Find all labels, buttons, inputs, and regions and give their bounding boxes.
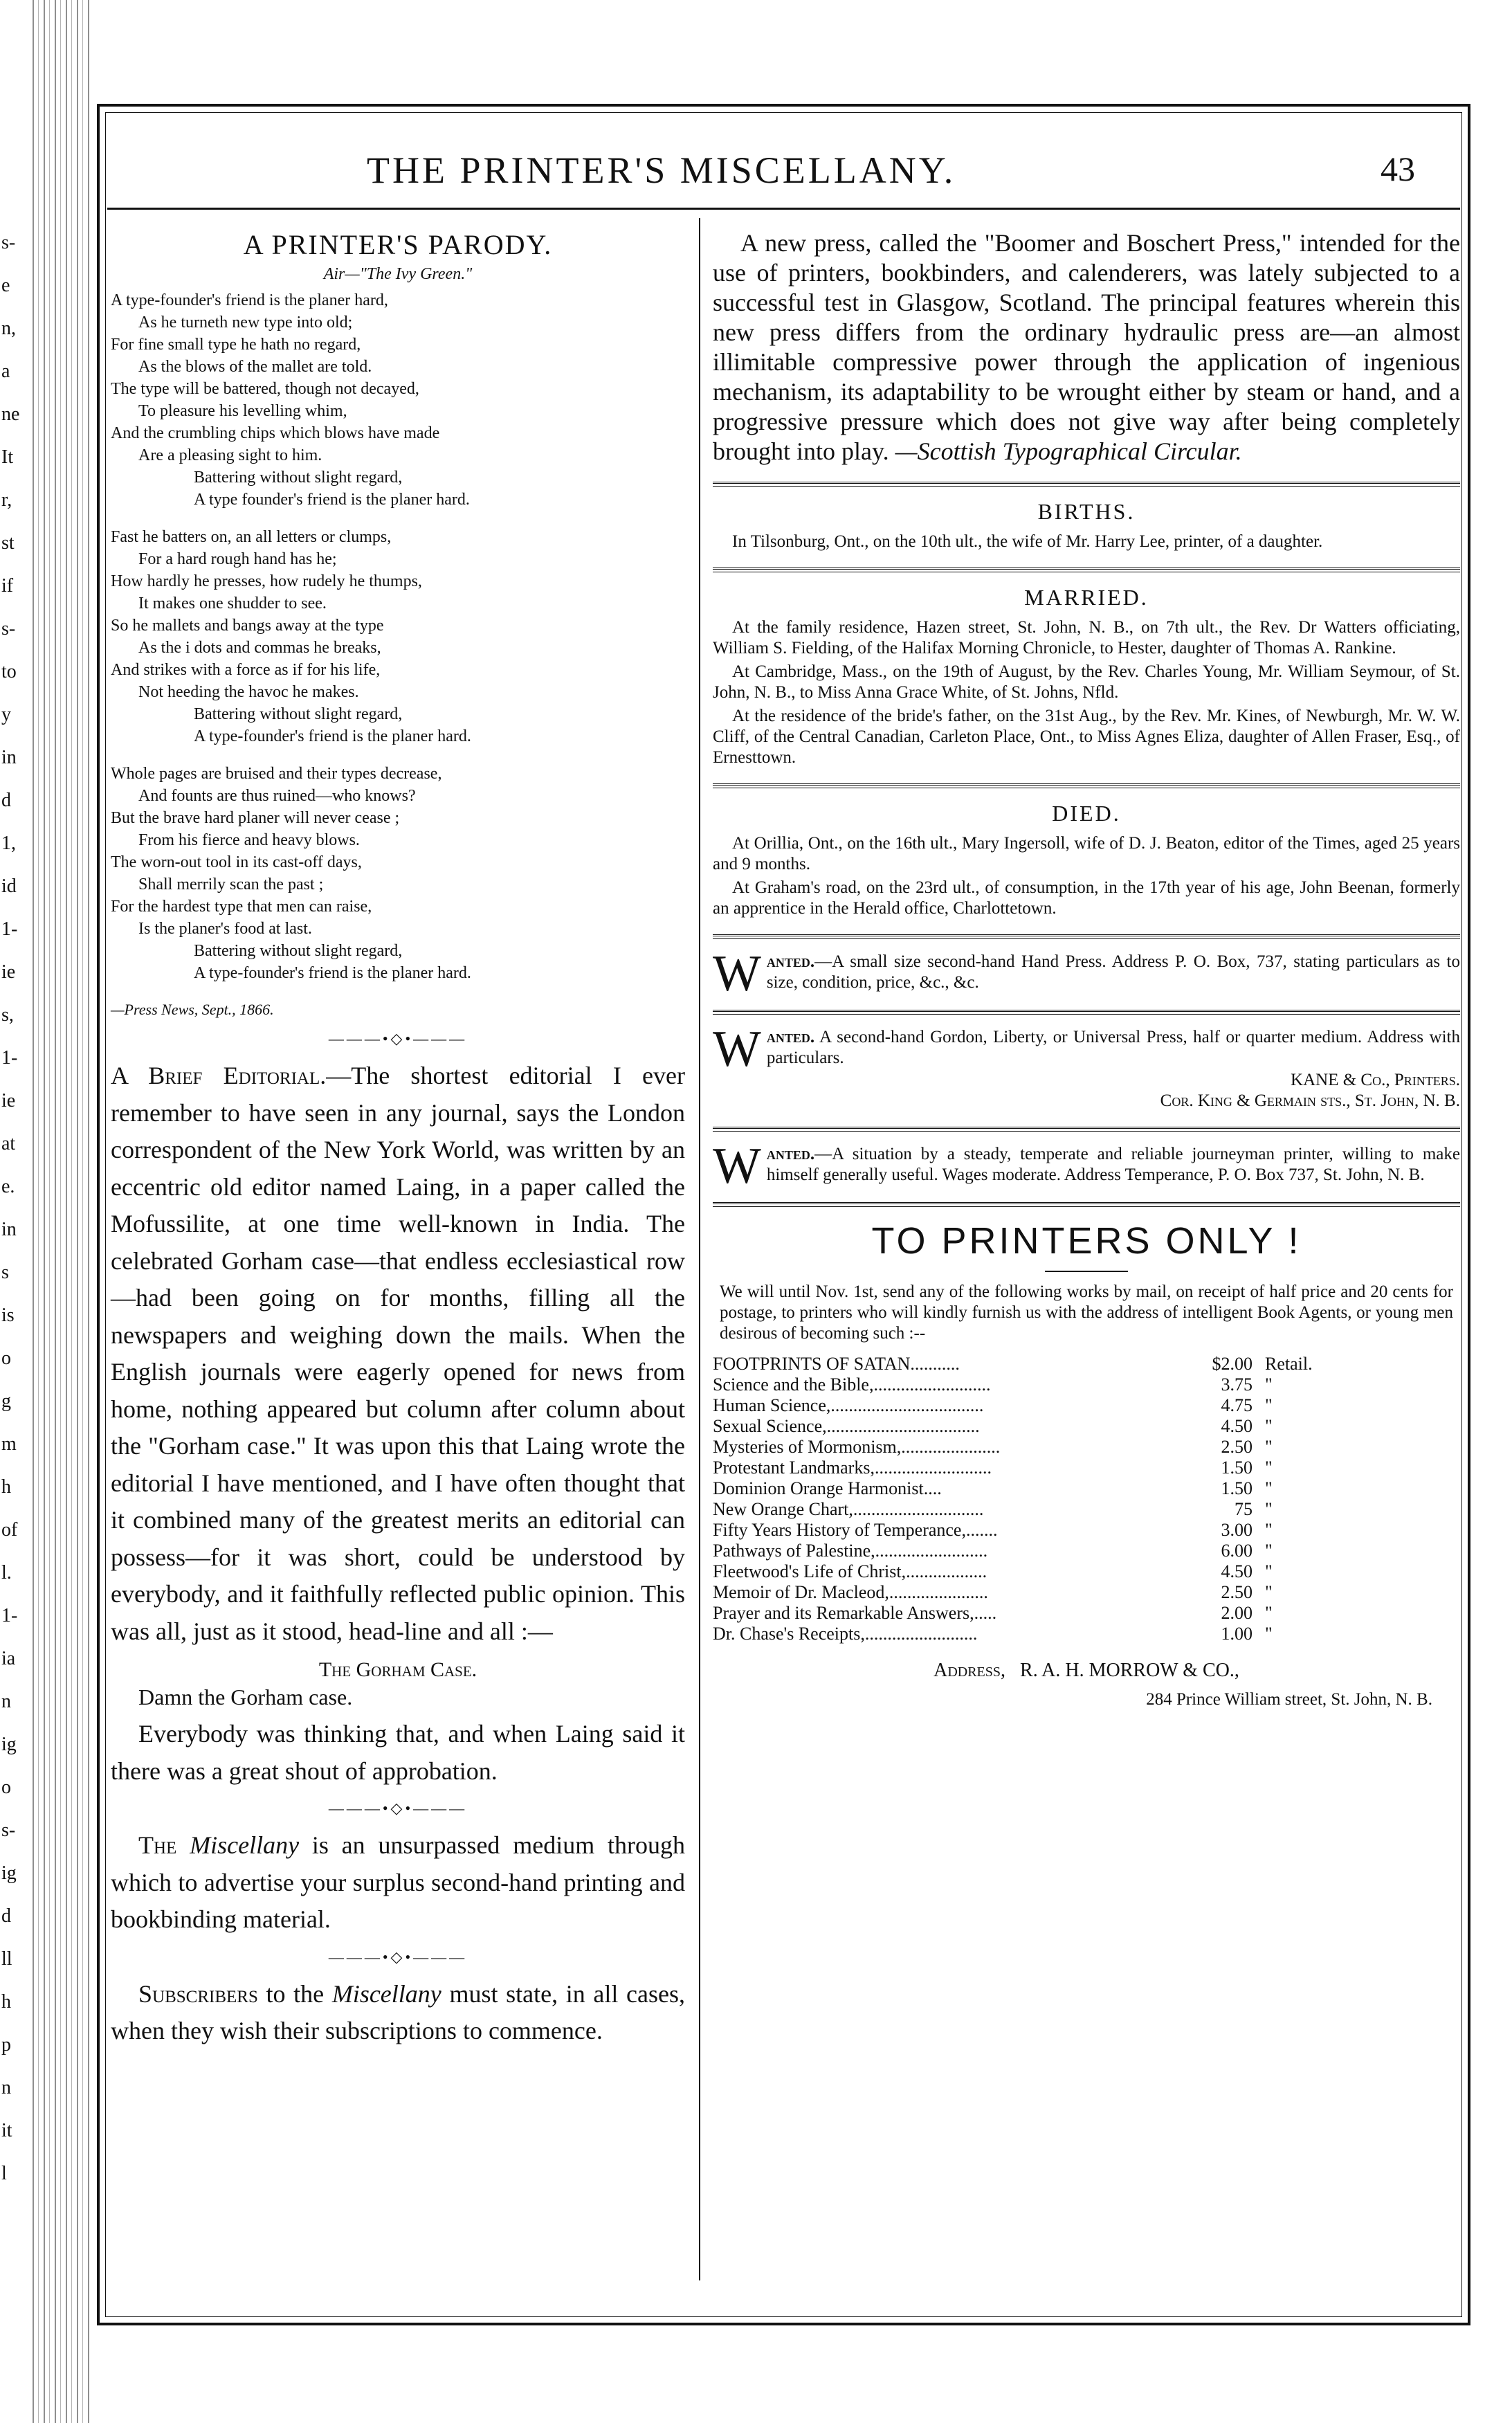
gutter-letter: ig: [1, 1734, 17, 1755]
gutter-letter: s-: [1, 1819, 16, 1841]
poem-line: Are a pleasing sight to him.: [138, 446, 322, 464]
book-title: FOOTPRINTS OF SATAN...........: [713, 1354, 960, 1374]
poem-line: A type-founder's friend is the planer hard,: [111, 291, 388, 309]
book-row: [713, 1437, 1460, 1458]
gutter-letter: n,: [1, 318, 16, 339]
poem-line: As the i dots and commas he breaks,: [138, 639, 381, 657]
book-price: 1.00: [1221, 1624, 1253, 1644]
married-title: MARRIED.: [1024, 585, 1149, 610]
ad-keyword: anted.: [766, 1028, 815, 1046]
book-title: Dominion Orange Harmonist....: [713, 1478, 942, 1498]
poem-signoff: —Press News, Sept., 1866.: [111, 1001, 274, 1018]
section-rule: [713, 1202, 1460, 1207]
gutter-letter: at: [1, 1133, 16, 1154]
poem-title: A PRINTER'S PARODY.: [243, 229, 553, 260]
poem-line: To pleasure his levelling whim,: [138, 402, 347, 420]
gutter-letter: d: [1, 790, 11, 811]
poem-line: For fine small type he hath no regard,: [111, 336, 361, 354]
poem-line: It makes one shudder to see.: [138, 595, 327, 612]
gutter-letter: ie: [1, 961, 16, 983]
section-rule: [713, 1127, 1460, 1132]
poem-line: As he turneth new type into old;: [138, 314, 353, 332]
address-name: R. A. H. MORROW & CO.,: [1020, 1660, 1239, 1681]
address-lead: Address,: [933, 1660, 1006, 1681]
book-title: Dr. Chase's Receipts,.........................: [713, 1624, 978, 1644]
book-row: [713, 1603, 1460, 1624]
gutter-letter: ia: [1, 1648, 16, 1669]
gutter-letter: to: [1, 661, 17, 682]
gutter-letter: l.: [1, 1562, 12, 1583]
book-note: ": [1265, 1395, 1273, 1415]
to-printers-intro: We will until Nov. 1st, send any of the following works by mail, on receipt of half price and 20 cents for postage, to printers who will kindly furnish us with the address of intelligent Book Agents, or young men desirous of becoming such :--: [720, 1282, 1453, 1343]
book-note: ": [1265, 1541, 1273, 1561]
book-row: [713, 1624, 1460, 1644]
book-price: $2.00: [1212, 1354, 1253, 1374]
book-note: ": [1265, 1374, 1273, 1395]
book-title: Human Science,..................................: [713, 1395, 984, 1415]
births-title: BIRTHS.: [1037, 499, 1136, 524]
died-list: [713, 833, 1460, 919]
ad-body: —A situation by a steady, temperate and reliable journeyman printer, willing to make himself generally useful. Wages moderate. Address Temperance, P. O. Box 737, St. John, N. B.: [766, 1145, 1460, 1184]
gutter-letter: st: [1, 532, 15, 554]
drop-cap: W: [713, 1138, 761, 1195]
notice-rest: is an unsurpassed medium through which to advertise your surplus second-hand printing and bookbinding material.: [111, 1831, 685, 1933]
gutter-letter: 1-: [1, 1605, 18, 1626]
editorial-paragraph: [111, 1058, 685, 1650]
birth-entry: In Tilsonburg, Ont., on the 10th ult., the wife of Mr. Harry Lee, printer, of a daughter.: [732, 532, 1323, 551]
header-rule: [107, 208, 1460, 210]
poem-stanza: [111, 526, 685, 747]
binding-gutter: [0, 0, 104, 2423]
gutter-letter: s-: [1, 618, 16, 639]
ad-body: —A small size second-hand Hand Press. Address P. O. Box, 737, stating particulars as to size, condition, price, &c., &c.: [766, 952, 1460, 992]
poem-line: Fast he batters on, an all letters or clumps,: [111, 528, 392, 546]
book-title: Science and the Bible,..........................: [713, 1374, 991, 1395]
gutter-letter: m: [1, 1433, 17, 1455]
book-price: 6.00: [1221, 1541, 1253, 1561]
marriage-entry: At Cambridge, Mass., on the 19th of August, by the Rev. Charles Young, Mr. William Seymour, of St. John, N. B., to Miss Anna Grace White, of St. Johns, Nfld.: [713, 662, 1460, 702]
book-note: ": [1265, 1416, 1273, 1436]
notice-mid: to the: [257, 1979, 332, 2008]
death-entry: At Graham's road, on the 23rd ult., of consumption, in the 17th year of his age, John Beenan, formerly an apprentice in the Herald office, Charlottetown.: [713, 878, 1460, 918]
book-note: ": [1265, 1624, 1273, 1644]
book-title: Fleetwood's Life of Christ,..................: [713, 1561, 987, 1581]
wanted-ad: [713, 1138, 1460, 1195]
poem-line: Shall merrily scan the past ;: [138, 875, 324, 893]
ornament-divider: ———•◇•———: [328, 1030, 468, 1047]
poem-line: And the crumbling chips which blows have made: [111, 424, 440, 442]
poem-line: And founts are thus ruined—who knows?: [138, 787, 416, 805]
gutter-letter: of: [1, 1519, 18, 1541]
gutter-letter: p: [1, 2034, 11, 2056]
order-address: [713, 1660, 1460, 1682]
poem-line: The worn-out tool in its cast-off days,: [111, 853, 362, 871]
book-title: Fifty Years History of Temperance,.......: [713, 1520, 998, 1540]
book-title: Prayer and its Remarkable Answers,.....: [713, 1603, 997, 1623]
book-row: [713, 1354, 1460, 1374]
book-note: ": [1265, 1437, 1273, 1457]
gutter-letter: r,: [1, 489, 12, 511]
notice-lead: The: [138, 1831, 190, 1859]
press-article: [713, 228, 1460, 466]
wanted-ad: [713, 1021, 1460, 1111]
gutter-letter: o: [1, 1347, 11, 1369]
gutter-letter: g: [1, 1390, 11, 1412]
section-rule: [713, 934, 1460, 939]
poem-line: A type-founder's friend is the planer hard.: [194, 964, 471, 982]
notice-subscribers: [111, 1976, 685, 2050]
book-note: Retail.: [1265, 1354, 1313, 1374]
book-title: New Orange Chart,.............................: [713, 1499, 984, 1519]
gutter-letter: h: [1, 1476, 11, 1498]
book-price: 4.50: [1221, 1416, 1253, 1436]
notice-italic: Miscellany: [190, 1831, 300, 1859]
poem-line: A type-founder's friend is the planer hard.: [194, 727, 471, 745]
book-price-list: [713, 1354, 1460, 1644]
book-price: 4.75: [1221, 1395, 1253, 1415]
poem-line: For a hard rough hand has he;: [138, 550, 337, 568]
poem-body: [111, 289, 685, 984]
book-note: ": [1265, 1603, 1273, 1623]
right-column: [713, 228, 1460, 1709]
book-row: [713, 1478, 1460, 1499]
poem-line: And strikes with a force as if for his life,: [111, 661, 381, 679]
book-row: [713, 1374, 1460, 1395]
gutter-letter: s,: [1, 1004, 14, 1026]
gutter-letter: n: [1, 1691, 11, 1712]
book-title: Memoir of Dr. Macleod,......................: [713, 1582, 988, 1602]
poem-line: The type will be battered, though not decayed,: [111, 380, 419, 398]
died-title: DIED.: [1052, 801, 1121, 826]
book-row: [713, 1541, 1460, 1561]
running-title: THE PRINTER'S MISCELLANY.: [367, 149, 956, 191]
book-row: [713, 1520, 1460, 1541]
press-article-source: —Scottish Typographical Circular.: [895, 437, 1242, 465]
page-header: [97, 142, 1470, 204]
book-row: [713, 1561, 1460, 1582]
notice-miscellany: [111, 1827, 685, 1939]
gutter-letter: ll: [1, 1948, 12, 1970]
poem-line: Whole pages are bruised and their types decrease,: [111, 765, 442, 783]
gutter-letter: it: [1, 2120, 12, 2141]
ad-keyword: anted.: [766, 952, 815, 971]
ad-signature: KANE & Co., Printers.: [1291, 1071, 1460, 1089]
poem-line: As the blows of the mallet are told.: [138, 358, 372, 376]
gutter-letter: ie: [1, 1090, 16, 1111]
press-article-body: A new press, called the "Boomer and Boschert Press," intended for the use of printers, bookbinders, and calenderers, was lately subjected to a successful test in Glasgow, Scotland. The principal features wherein this new press differs from the ordinary hydraulic press are—an almost illimitable compressive power through the application of ingenious mechanism, its adaptability to be wrought either by steam or hand, and a progressive pressure which does not give way after being completely brought into play.: [713, 229, 1460, 465]
book-row: [713, 1416, 1460, 1437]
poem-line: From his fierce and heavy blows.: [138, 831, 360, 849]
gutter-letter: s-: [1, 232, 16, 253]
editorial-body: —The shortest editorial I ever remember to have seen in any journal, says the London correspondent of the New York World, was written by an eccentric old editor named Laing, in a paper called the Mofussilite, at one time well-known in India. The celebrated Gorham case—that endless ecclesiastical row—had been going on for months, filling all the newspapers and weighing down the mails. When the English journals were eagerly opened for news from home, nothing appeared but column after column about the "Gorham case." It was upon this that Laing wrote the editorial I have mentioned, and I have often thought that it combined many of the greatest merits an editorial can possess—for it was short, could be understood by everybody, and it faithfully reflected public opinion. This was all, just as it stood, head-line and all :—: [111, 1062, 685, 1645]
book-note: ": [1265, 1520, 1273, 1540]
section-rule: [713, 783, 1460, 788]
book-note: ": [1265, 1458, 1273, 1478]
gorham-line: Damn the Gorham case.: [138, 1685, 353, 1709]
poem-line: But the brave hard planer will never cease ;: [111, 809, 400, 827]
poem-line: So he mallets and bangs away at the type: [111, 617, 384, 635]
book-price: 75: [1235, 1499, 1253, 1519]
wanted-ads: [713, 945, 1460, 1195]
marriage-entry: At the family residence, Hazen street, St. John, N. B., on 7th ult., the Rev. Dr Watters officiating, William S. Fielding, of the Halifax Morning Chronicle, to Hester, daughter of Thomas A. Rankine.: [713, 618, 1460, 657]
book-row: [713, 1458, 1460, 1478]
ad-body: A second-hand Gordon, Liberty, or Universal Press, half or quarter medium. Address with particulars.: [766, 1028, 1460, 1067]
poem-line: How hardly he presses, how rudely he thumps,: [111, 572, 422, 590]
ad-keyword: anted.: [766, 1145, 815, 1163]
gorham-heading: The Gorham Case.: [318, 1658, 477, 1681]
book-price: 3.00: [1221, 1520, 1253, 1540]
gutter-letter: h: [1, 1991, 11, 2013]
poem-line: For the hardest type that men can raise,: [111, 898, 372, 916]
book-price: 2.50: [1221, 1437, 1253, 1457]
book-row: [713, 1395, 1460, 1416]
notice-lead: Subscribers: [138, 1979, 258, 2008]
gutter-letter: l: [1, 2163, 7, 2184]
gutter-letter: y: [1, 704, 11, 725]
book-note: ": [1265, 1499, 1273, 1519]
page-number: 43: [1381, 149, 1415, 188]
ad-signature: Cor. King & Germain sts., St. John, N. B.: [1160, 1091, 1460, 1110]
book-price: 3.75: [1221, 1374, 1253, 1395]
gutter-letter-fragments: [1, 221, 19, 2195]
left-column: [111, 228, 685, 2050]
book-row: [713, 1499, 1460, 1520]
book-note: ": [1265, 1582, 1273, 1602]
ornament-divider: ———•◇•———: [328, 1948, 468, 1966]
book-title: Mysteries of Mormonism,......................: [713, 1437, 1001, 1457]
notice-rest: must state, in all cases, when they wish their subscriptions to commence.: [111, 1979, 685, 2044]
notice-italic: Miscellany: [331, 1979, 441, 2008]
marriage-entry: At the residence of the bride's father, on the 31st Aug., by the Rev. Mr. Kines, of Newburgh, Mr. W. W. Cliff, of the Central Canadian, Carleton Place, Ont., to Miss Agnes Eliza, daughter of Allen Fraser, Esq., of Ernesttown.: [713, 707, 1460, 767]
column-divider: [699, 218, 700, 2280]
death-entry: At Orillia, Ont., on the 16th ult., Mary Ingersoll, wife of D. J. Beaton, editor of the Times, aged 25 years and 9 months.: [713, 834, 1460, 873]
book-title: Sexual Science,..................................: [713, 1416, 980, 1436]
poem-stanza: [111, 289, 685, 511]
gutter-letter: 1-: [1, 1047, 18, 1069]
poem-line: Battering without slight regard,: [194, 705, 403, 723]
gutter-letter: e.: [1, 1176, 15, 1197]
poem-air: Air—"The Ivy Green.": [323, 265, 473, 283]
gutter-letter: id: [1, 875, 17, 897]
book-title: Protestant Landmarks,..........................: [713, 1458, 992, 1478]
book-price: 2.50: [1221, 1582, 1253, 1602]
married-list: [713, 617, 1460, 768]
gutter-letter: 1-: [1, 918, 18, 940]
poem-line: Is the planer's food at last.: [138, 920, 312, 938]
order-street: 284 Prince William street, St. John, N. B.: [1146, 1690, 1432, 1709]
book-price: 4.50: [1221, 1561, 1253, 1581]
to-printers-title: TO PRINTERS ONLY !: [871, 1220, 1302, 1262]
editorial-closing: Everybody was thinking that, and when Laing said it there was a great shout of approbation.: [111, 1720, 685, 1785]
book-row: [713, 1582, 1460, 1603]
gutter-letter: if: [1, 575, 14, 597]
poem-stanza: [111, 763, 685, 984]
poem-line: Battering without slight regard,: [194, 942, 403, 960]
gutter-letter: o: [1, 1777, 11, 1798]
book-title: Pathways of Palestine,.........................: [713, 1541, 988, 1561]
book-price: 2.00: [1221, 1603, 1253, 1623]
gutter-shading: [28, 0, 93, 2423]
poem-line: A type founder's friend is the planer hard.: [194, 491, 470, 509]
gutter-letter: is: [1, 1305, 15, 1326]
gutter-letter: in: [1, 747, 17, 768]
gutter-letter: a: [1, 361, 10, 382]
wanted-ad: [713, 945, 1460, 1002]
ornament-divider: ———•◇•———: [328, 1799, 468, 1817]
gutter-letter: e: [1, 275, 10, 296]
section-rule: [713, 568, 1460, 572]
gutter-letter: in: [1, 1219, 17, 1240]
book-note: ": [1265, 1478, 1273, 1498]
gutter-letter: It: [1, 446, 14, 468]
book-note: ": [1265, 1561, 1273, 1581]
poem-line: Not heeding the havoc he makes.: [138, 683, 359, 701]
gutter-letter: ig: [1, 1862, 17, 1884]
gutter-letter: d: [1, 1905, 11, 1927]
book-price: 1.50: [1221, 1478, 1253, 1498]
gutter-letter: n: [1, 2077, 11, 2098]
section-rule: [713, 482, 1460, 487]
section-rule: [713, 1010, 1460, 1015]
gutter-letter: s: [1, 1262, 9, 1283]
poem-line: Battering without slight regard,: [194, 469, 403, 487]
gutter-letter: ne: [1, 403, 20, 425]
drop-cap: W: [713, 1021, 761, 1078]
short-rule: [1045, 1271, 1128, 1272]
editorial-heading: A Brief Editorial.: [111, 1062, 327, 1089]
book-price: 1.50: [1221, 1458, 1253, 1478]
gutter-letter: 1,: [1, 833, 16, 854]
births-list: [713, 532, 1460, 552]
drop-cap: W: [713, 945, 761, 1002]
